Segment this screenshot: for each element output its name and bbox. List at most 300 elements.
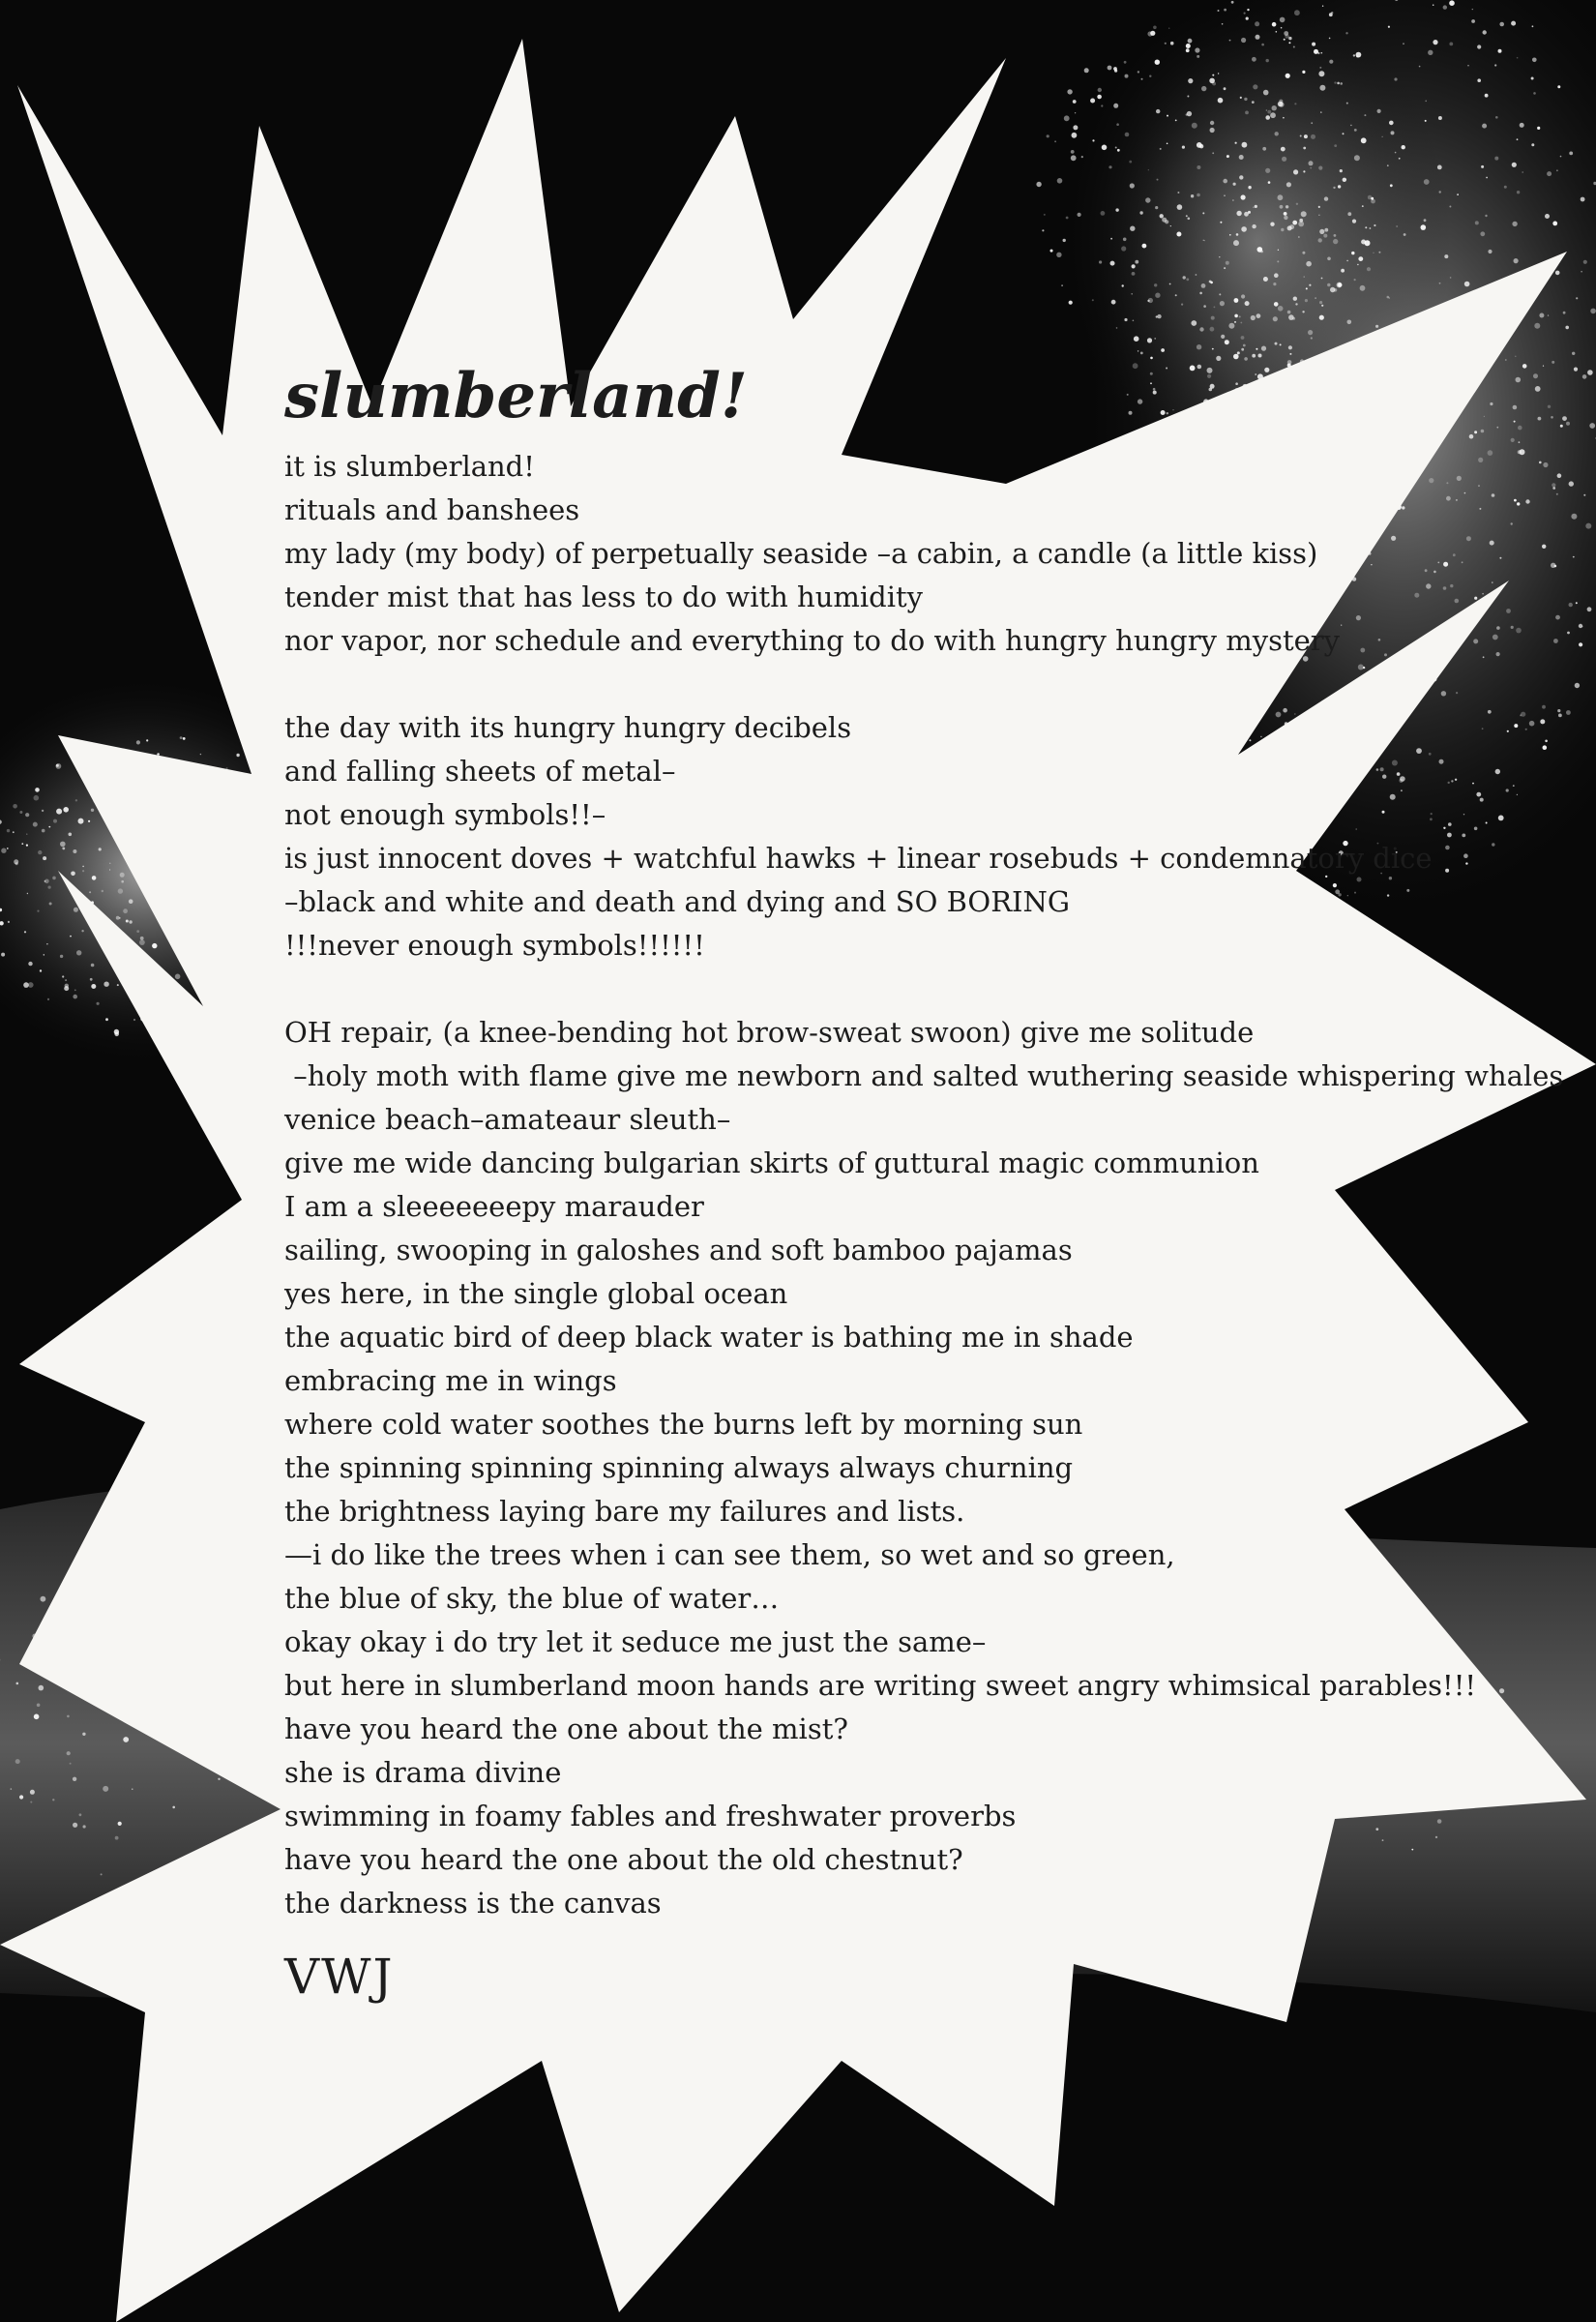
spray-dot bbox=[1199, 292, 1202, 295]
spray-dot bbox=[69, 833, 73, 837]
spray-dot bbox=[1504, 186, 1507, 189]
poem-line: it is slumberland! bbox=[284, 450, 535, 483]
spray-dot bbox=[1330, 287, 1335, 292]
spray-dot bbox=[1236, 211, 1241, 216]
spray-dot bbox=[1565, 326, 1569, 330]
spray-dot bbox=[56, 764, 59, 767]
spray-dot bbox=[1464, 282, 1470, 287]
spray-dot bbox=[1425, 120, 1427, 122]
spray-dot bbox=[1169, 283, 1171, 285]
spray-dot bbox=[1186, 215, 1188, 217]
spray-dot bbox=[67, 1715, 70, 1718]
spray-dot bbox=[1057, 178, 1063, 184]
spray-dot bbox=[1147, 300, 1149, 302]
spray-dot bbox=[79, 1813, 82, 1816]
poem-line: nor vapor, nor schedule and everything to do with hungry hungry mystery bbox=[284, 624, 1341, 657]
spray-dot bbox=[1286, 74, 1290, 78]
spray-dot bbox=[1444, 254, 1448, 258]
spray-dot bbox=[1321, 52, 1323, 54]
spray-dot bbox=[82, 1733, 85, 1736]
poem-line: not enough symbols!!– bbox=[284, 798, 606, 831]
spray-dot bbox=[1197, 165, 1200, 169]
spray-dot bbox=[1279, 102, 1284, 106]
spray-dot bbox=[1197, 194, 1200, 197]
spray-dot bbox=[1072, 133, 1078, 138]
poem-line: she is drama divine bbox=[284, 1756, 562, 1789]
spray-dot bbox=[1425, 101, 1427, 103]
spray-dot bbox=[1262, 147, 1266, 151]
spray-dot bbox=[1228, 323, 1234, 329]
spray-dot bbox=[1263, 90, 1269, 96]
spray-dot bbox=[1517, 138, 1519, 140]
spray-dot bbox=[1298, 222, 1304, 227]
spray-dot bbox=[1589, 423, 1595, 429]
spray-dot bbox=[115, 1836, 119, 1840]
poem-line: the spinning spinning spinning always always churning bbox=[284, 1451, 1074, 1484]
spray-dot bbox=[1132, 272, 1136, 276]
spray-dot bbox=[1145, 197, 1150, 202]
spray-dot bbox=[1512, 222, 1517, 226]
spray-dot bbox=[1232, 199, 1234, 201]
spray-dot bbox=[37, 910, 39, 912]
poem bbox=[284, 356, 1581, 2010]
spray-dot bbox=[1284, 212, 1287, 216]
spray-dot bbox=[1302, 71, 1305, 74]
spray-dot bbox=[1175, 294, 1177, 296]
spray-dot bbox=[1324, 228, 1328, 232]
spray-dot bbox=[1219, 293, 1221, 295]
spray-dot bbox=[1391, 131, 1395, 134]
spray-dot bbox=[1314, 49, 1318, 54]
spray-dot bbox=[103, 982, 108, 987]
spray-dot bbox=[132, 1789, 133, 1790]
spray-dot bbox=[1304, 134, 1308, 138]
spray-dot bbox=[1403, 43, 1404, 45]
spray-dot bbox=[90, 978, 93, 981]
poem-line: where cold water soothes the burns left by morning sun bbox=[284, 1408, 1083, 1441]
spray-dot bbox=[1319, 85, 1325, 91]
spray-dot bbox=[83, 1825, 86, 1828]
spray-dot bbox=[1485, 215, 1487, 217]
spray-dot bbox=[11, 1788, 13, 1790]
spray-dot bbox=[1280, 343, 1282, 345]
spray-dot bbox=[1069, 301, 1073, 305]
spray-dot bbox=[1139, 211, 1142, 214]
spray-dot bbox=[1517, 191, 1520, 194]
spray-dot bbox=[1288, 345, 1292, 349]
spray-dot bbox=[1318, 215, 1319, 216]
spray-dot bbox=[1354, 155, 1360, 161]
spray-dot bbox=[81, 930, 83, 932]
spray-dot bbox=[1229, 234, 1231, 236]
spray-dot bbox=[1302, 311, 1304, 313]
spray-dot bbox=[92, 876, 97, 880]
spray-dot bbox=[1275, 132, 1279, 135]
spray-dot bbox=[1300, 135, 1302, 137]
spray-dot bbox=[1224, 9, 1227, 12]
spray-dot bbox=[1268, 181, 1271, 184]
spray-dot bbox=[1483, 30, 1487, 34]
spray-dot bbox=[1275, 342, 1278, 345]
spray-dot bbox=[1182, 146, 1185, 149]
spray-dot bbox=[41, 1596, 46, 1602]
spray-dot bbox=[1102, 145, 1108, 151]
spray-dot bbox=[1382, 136, 1383, 137]
spray-dot bbox=[103, 1786, 108, 1792]
spray-dot bbox=[1449, 206, 1451, 208]
spray-dot bbox=[1329, 13, 1333, 16]
spray-dot bbox=[1224, 195, 1225, 196]
poem-signature: VWJ bbox=[284, 1949, 395, 2005]
spray-dot bbox=[1229, 40, 1231, 42]
spray-dot bbox=[1233, 240, 1239, 246]
spray-dot bbox=[1197, 55, 1199, 58]
spray-dot bbox=[183, 737, 186, 740]
spray-dot bbox=[43, 856, 46, 860]
spray-dot bbox=[1352, 220, 1356, 223]
spray-dot bbox=[62, 975, 64, 977]
spray-dot bbox=[1296, 203, 1298, 205]
spray-dot bbox=[1572, 352, 1575, 355]
spray-dot bbox=[1284, 39, 1286, 41]
spray-dot bbox=[75, 799, 77, 801]
spray-dot bbox=[114, 1029, 119, 1034]
spray-dot bbox=[157, 753, 160, 756]
spray-dot bbox=[1482, 124, 1487, 129]
spray-dot bbox=[1274, 273, 1279, 278]
spray-dot bbox=[1154, 283, 1157, 286]
spray-dot bbox=[1357, 264, 1358, 265]
spray-dot bbox=[1234, 298, 1239, 303]
spray-dot bbox=[1511, 21, 1516, 26]
spray-dot bbox=[1449, 43, 1453, 46]
spray-dot bbox=[1337, 82, 1340, 85]
spray-dot bbox=[24, 931, 26, 933]
spray-dot bbox=[99, 848, 102, 850]
spray-dot bbox=[1274, 302, 1279, 307]
spray-dot bbox=[1346, 103, 1348, 104]
spray-dot bbox=[1311, 337, 1313, 339]
spray-dot bbox=[1449, 0, 1455, 6]
spray-dot bbox=[1242, 142, 1248, 148]
spray-dot bbox=[1191, 194, 1194, 197]
spray-dot bbox=[1371, 197, 1374, 200]
spray-dot bbox=[1227, 155, 1229, 158]
spray-dot bbox=[71, 872, 75, 877]
spray-dot bbox=[1204, 240, 1205, 241]
spray-dot bbox=[1270, 223, 1274, 226]
spray-dot bbox=[1123, 238, 1127, 242]
spray-dot bbox=[1273, 283, 1276, 285]
spray-dot bbox=[1261, 346, 1266, 351]
spray-dot bbox=[1437, 165, 1442, 170]
spray-dot bbox=[1218, 10, 1220, 12]
spray-dot bbox=[13, 804, 17, 809]
spray-dot bbox=[1306, 287, 1308, 289]
spray-dot bbox=[1138, 71, 1139, 73]
spray-dot bbox=[1288, 37, 1291, 40]
spray-dot bbox=[1239, 175, 1243, 179]
spray-dot bbox=[1101, 104, 1103, 106]
spray-dot bbox=[1078, 213, 1081, 217]
spray-dot bbox=[89, 891, 91, 893]
spray-dot bbox=[1365, 226, 1367, 228]
spray-dot bbox=[1252, 57, 1256, 62]
spray-dot bbox=[1110, 261, 1115, 266]
spray-dot bbox=[1124, 318, 1127, 321]
spray-dot bbox=[1201, 86, 1206, 91]
spray-dot bbox=[1101, 211, 1106, 216]
spray-dot bbox=[1318, 71, 1324, 76]
spray-dot bbox=[1224, 87, 1227, 90]
spray-dot bbox=[64, 986, 69, 991]
spray-dot bbox=[70, 936, 72, 938]
spray-dot bbox=[1287, 311, 1291, 314]
spray-dot bbox=[1587, 370, 1593, 375]
spray-dot bbox=[49, 903, 52, 906]
spray-dot bbox=[1111, 300, 1116, 305]
spray-dot bbox=[1240, 97, 1242, 99]
spray-dot bbox=[1218, 73, 1219, 74]
spray-dot bbox=[1350, 125, 1351, 126]
spray-dot bbox=[52, 877, 56, 880]
spray-dot bbox=[65, 979, 67, 981]
spray-dot bbox=[180, 736, 183, 739]
spray-dot bbox=[1298, 236, 1299, 237]
spray-dot bbox=[1289, 224, 1294, 229]
spray-dot bbox=[1280, 205, 1284, 209]
spray-dot bbox=[102, 890, 103, 892]
spray-dot bbox=[1256, 348, 1257, 350]
spray-dot bbox=[1084, 68, 1089, 73]
spray-dot bbox=[1256, 35, 1260, 40]
spray-dot bbox=[1303, 147, 1306, 150]
spray-dot bbox=[1255, 205, 1257, 208]
spray-dot bbox=[1124, 61, 1127, 64]
spray-dot bbox=[1374, 224, 1375, 226]
spray-dot bbox=[1186, 44, 1191, 48]
spray-dot bbox=[21, 843, 23, 845]
spray-dot bbox=[1252, 224, 1256, 228]
spray-dot bbox=[1303, 170, 1305, 172]
spray-dot bbox=[1221, 335, 1225, 339]
spray-dot bbox=[48, 886, 51, 889]
spray-dot bbox=[1186, 48, 1190, 52]
spray-dot bbox=[1319, 229, 1324, 234]
poem-line: is just innocent doves + watchful hawks + linear rosebuds + condemnatory dice bbox=[284, 842, 1433, 875]
spray-dot bbox=[1245, 111, 1249, 115]
spray-dot bbox=[1267, 110, 1271, 114]
spray-dot bbox=[1246, 17, 1249, 20]
spray-dot bbox=[117, 984, 119, 986]
spray-dot bbox=[1439, 191, 1441, 193]
spray-dot bbox=[1131, 293, 1133, 295]
spray-dot bbox=[1294, 10, 1300, 15]
spray-dot bbox=[1132, 264, 1136, 268]
spray-dot bbox=[1292, 221, 1297, 225]
spray-dot bbox=[1, 953, 5, 957]
poem-line: my lady (my body) of perpetually seaside –a cabin, a candle (a little kiss) bbox=[284, 537, 1318, 570]
spray-dot bbox=[1284, 31, 1288, 36]
spray-dot bbox=[1222, 23, 1224, 25]
poem-line: rituals and banshees bbox=[284, 493, 580, 526]
spray-dot bbox=[1075, 112, 1076, 113]
spray-dot bbox=[1099, 260, 1102, 263]
spray-dot bbox=[1481, 165, 1484, 168]
spray-dot bbox=[1150, 31, 1155, 36]
spray-dot bbox=[1192, 123, 1197, 129]
spray-dot bbox=[200, 754, 201, 755]
spray-dot bbox=[1141, 78, 1143, 80]
spray-dot bbox=[67, 1751, 71, 1755]
spray-dot bbox=[1545, 214, 1550, 219]
spray-dot bbox=[1234, 314, 1238, 318]
spray-dot bbox=[1201, 283, 1206, 288]
spray-dot bbox=[42, 810, 44, 812]
spray-dot bbox=[1063, 239, 1066, 242]
spray-dot bbox=[34, 1714, 40, 1720]
spray-dot bbox=[1378, 252, 1380, 253]
spray-dot bbox=[1485, 94, 1489, 98]
spray-dot bbox=[1281, 27, 1283, 29]
spray-dot bbox=[133, 1019, 135, 1021]
spray-dot bbox=[1248, 211, 1251, 214]
spray-dot bbox=[1, 848, 6, 853]
spray-dot bbox=[1471, 19, 1475, 23]
spray-dot bbox=[1199, 144, 1203, 148]
spray-dot bbox=[1477, 45, 1481, 48]
spray-dot bbox=[1343, 178, 1346, 182]
poem-line: have you heard the one about the old chestnut? bbox=[284, 1843, 963, 1876]
spray-dot bbox=[46, 943, 47, 944]
spray-dot bbox=[1276, 31, 1278, 33]
spray-dot bbox=[39, 1685, 44, 1691]
spray-dot bbox=[1396, 225, 1398, 227]
spray-dot bbox=[123, 1737, 129, 1742]
spray-dot bbox=[1388, 26, 1390, 28]
spray-dot bbox=[1356, 55, 1358, 57]
spray-dot bbox=[1294, 103, 1296, 104]
spray-dot bbox=[1245, 301, 1250, 306]
poem-line: yes here, in the single global ocean bbox=[284, 1277, 788, 1310]
spray-dot bbox=[140, 937, 144, 940]
spray-dot bbox=[1241, 38, 1246, 43]
spray-dot bbox=[82, 866, 84, 868]
spray-dot bbox=[1224, 267, 1226, 269]
spray-dot bbox=[1196, 274, 1197, 276]
spray-dot bbox=[60, 842, 66, 848]
poem-line: sailing, swooping in galoshes and soft bamboo pajamas bbox=[284, 1234, 1073, 1266]
spray-dot bbox=[1419, 66, 1421, 68]
spray-dot bbox=[38, 850, 42, 854]
spray-dot bbox=[1098, 88, 1102, 92]
spray-dot bbox=[1354, 129, 1357, 132]
spray-dot bbox=[1552, 222, 1557, 226]
spray-dot bbox=[1241, 294, 1245, 298]
spray-dot bbox=[1587, 607, 1592, 611]
spray-dot bbox=[15, 1759, 20, 1764]
spray-dot bbox=[1280, 17, 1286, 23]
spray-dot bbox=[1157, 179, 1159, 181]
spray-dot bbox=[1064, 115, 1070, 121]
spray-dot bbox=[1211, 316, 1215, 320]
spray-dot bbox=[1467, 65, 1468, 66]
spray-dot bbox=[1278, 194, 1284, 200]
spray-dot bbox=[1351, 252, 1354, 254]
spray-dot bbox=[101, 1873, 103, 1875]
spray-dot bbox=[15, 862, 18, 865]
poem-line: have you heard the one about the mist? bbox=[284, 1712, 848, 1745]
spray-dot bbox=[1319, 301, 1322, 304]
spray-dot bbox=[1321, 278, 1323, 280]
spray-dot bbox=[1556, 169, 1558, 171]
spray-dot bbox=[1234, 321, 1236, 323]
spray-dot bbox=[1122, 284, 1124, 286]
spray-dot bbox=[74, 908, 78, 912]
spray-dot bbox=[1153, 26, 1157, 30]
spray-dot bbox=[1394, 77, 1397, 80]
spray-dot bbox=[1130, 183, 1135, 188]
spray-dot bbox=[1583, 260, 1587, 264]
spray-dot bbox=[1327, 257, 1331, 261]
spray-dot bbox=[121, 880, 124, 883]
spray-dot bbox=[109, 869, 110, 870]
spray-dot bbox=[74, 990, 76, 992]
spray-dot bbox=[48, 826, 50, 828]
spray-dot bbox=[1130, 226, 1135, 231]
spray-dot bbox=[1160, 148, 1162, 150]
spray-dot bbox=[1295, 303, 1297, 305]
spray-dot bbox=[33, 822, 38, 827]
spray-dot bbox=[1581, 197, 1585, 202]
spray-dot bbox=[1092, 139, 1094, 141]
spray-dot bbox=[1370, 227, 1372, 229]
spray-dot bbox=[1071, 150, 1075, 154]
spray-dot bbox=[1223, 179, 1227, 184]
spray-dot bbox=[1334, 81, 1336, 83]
spray-dot bbox=[1320, 111, 1322, 113]
spray-dot bbox=[1170, 225, 1171, 226]
spray-dot bbox=[91, 984, 96, 989]
spray-dot bbox=[1581, 271, 1582, 273]
spray-dot bbox=[1241, 348, 1244, 351]
spray-dot bbox=[1555, 271, 1560, 276]
spray-dot bbox=[1333, 239, 1338, 244]
spray-dot bbox=[118, 888, 123, 893]
spray-dot bbox=[73, 1823, 77, 1828]
spray-dot bbox=[1113, 104, 1118, 108]
spray-dot bbox=[1548, 314, 1549, 315]
spray-dot bbox=[1306, 261, 1312, 267]
spray-dot bbox=[1494, 64, 1496, 66]
spray-dot bbox=[152, 943, 157, 948]
spray-dot bbox=[1387, 164, 1389, 166]
spray-dot bbox=[136, 740, 140, 744]
spray-dot bbox=[1472, 9, 1473, 10]
spray-dot bbox=[1283, 117, 1285, 119]
spray-dot bbox=[1167, 143, 1168, 145]
spray-dot bbox=[129, 899, 133, 904]
spray-dot bbox=[1186, 278, 1189, 281]
spray-dot bbox=[1424, 179, 1430, 185]
spray-dot bbox=[1231, 1, 1234, 4]
poem-line: I am a sleeeeeeepy marauder bbox=[284, 1190, 704, 1223]
spray-dot bbox=[19, 1795, 23, 1799]
spray-dot bbox=[1315, 297, 1316, 299]
spray-dot bbox=[1265, 115, 1270, 120]
spray-dot bbox=[1309, 284, 1311, 286]
spray-dot bbox=[1233, 183, 1236, 186]
